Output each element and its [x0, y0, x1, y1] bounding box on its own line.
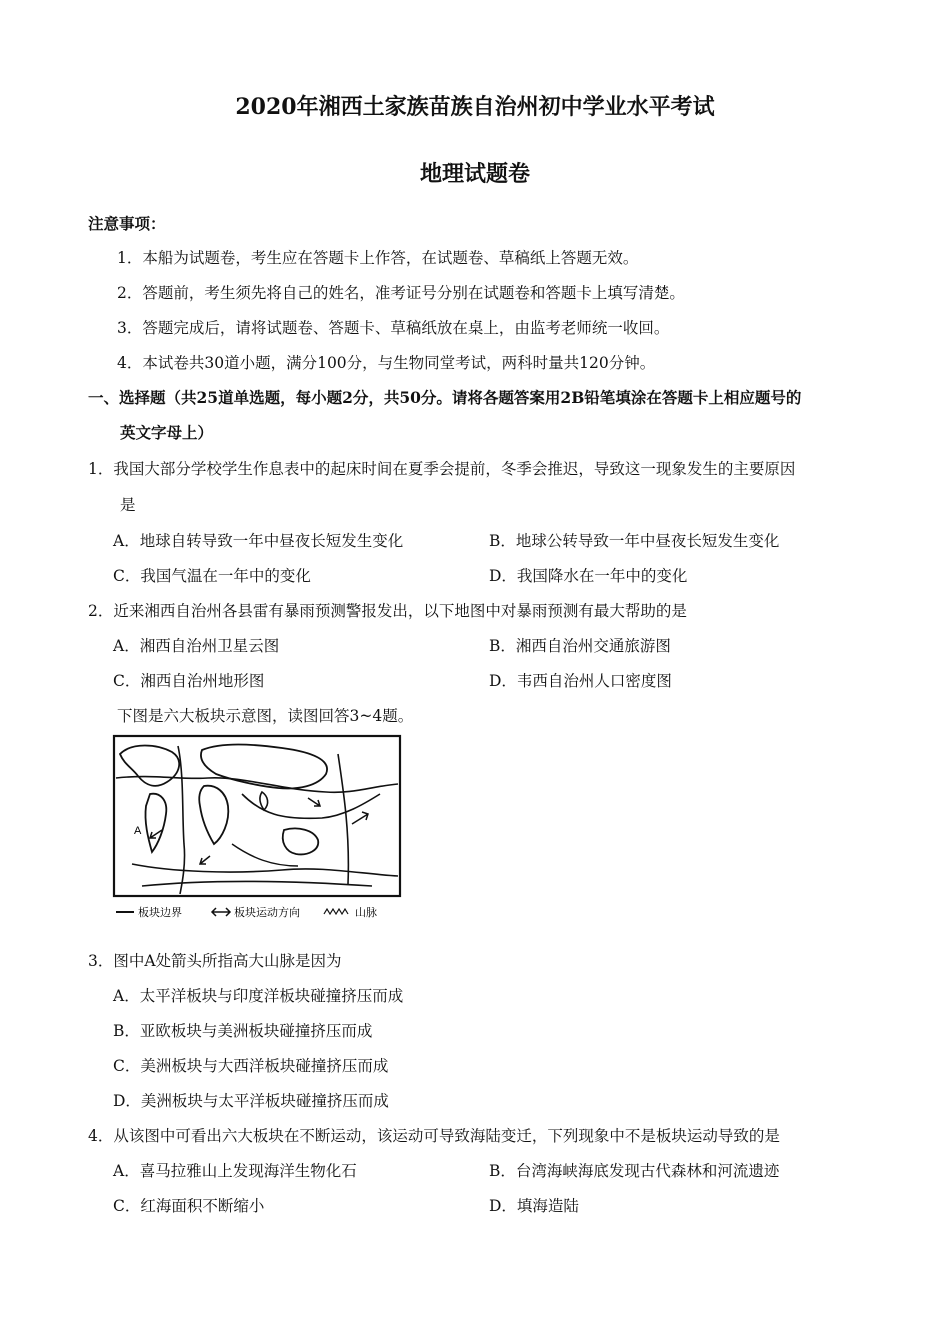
plate-map	[112, 734, 402, 924]
q1-stem: 1．我国大部分学校学生作息表中的起床时间在夏季会提前，冬季会推迟，导致这一现象发生的主要原因	[88, 460, 796, 478]
q2-option-a: A．湘西自治州卫星云图	[113, 637, 280, 655]
q3-option-b: B．亚欧板块与美洲板块碰撞挤压而成	[113, 1022, 373, 1040]
q2-option-c: C．湘西自治州地形图	[113, 672, 265, 690]
q4-option-d: D．填海造陆	[489, 1197, 579, 1215]
q3-option-c: C．美洲板块与大西洋板块碰撞挤压而成	[113, 1057, 389, 1075]
notice-item: 2．答题前，考生须先将自己的姓名，准考证号分别在试题卷和答题卡上填写清楚。	[117, 284, 685, 302]
q2-option-d: D．韦西自治州人口密度图	[489, 672, 672, 690]
section-heading: 一、选择题（共25道单选题，每小题2分，共50分。请将各题答案用2B铅笔填涂在答题卡上相应题号的	[88, 388, 802, 407]
q1-stem-cont: 是	[120, 496, 136, 514]
q3-option-d: D．美洲板块与太平洋板块碰撞挤压而成	[113, 1092, 389, 1110]
legend-mountain-symbol	[324, 909, 348, 914]
q4-stem: 4．从该图中可看出六大板块在不断运动，该运动可导致海陆变迁，下列现象中不是板块运动导致的是	[88, 1127, 780, 1145]
q3-option-a: A．太平洋板块与印度洋板块碰撞挤压而成	[113, 987, 404, 1005]
q2-stem: 2．近来湘西自治州各县雷有暴雨预测警报发出，以下地图中对暴雨预测有最大帮助的是	[88, 602, 687, 620]
page-subtitle: 地理试题卷	[419, 161, 530, 187]
q2-option-b: B．湘西自治州交通旅游图	[489, 637, 671, 655]
q1-option-c: C．我国气温在一年中的变化	[113, 567, 311, 585]
legend-mountain-label: 山脉	[355, 906, 377, 919]
legend-boundary-label: 板块边界	[138, 906, 182, 919]
label-a: A	[134, 825, 142, 837]
legend-direction-label: 板块运动方向	[234, 906, 300, 919]
q4-option-b: B．台湾海峡海底发现古代森林和河流遗迹	[489, 1162, 780, 1180]
notice-item: 4．本试卷共30道小题，满分100分，与生物同堂考试，两科时量共120分钟。	[117, 354, 656, 372]
notice-item: 1．本船为试题卷，考生应在答题卡上作答，在试题卷、草稿纸上答题无效。	[117, 249, 639, 267]
q1-option-b: B．地球公转导致一年中昼夜长短发生变化	[489, 532, 780, 550]
q1-option-a: A．地球自转导致一年中昼夜长短发生变化	[113, 532, 404, 550]
legend-direction-arrow	[212, 908, 230, 916]
page-title: 2020年湘西土家族苗族自治州初中学业水平考试	[235, 94, 715, 120]
notice-heading: 注意事项：	[88, 214, 166, 233]
q3-stem: 3．图中A处箭头所指高大山脉是因为	[88, 952, 342, 970]
notice-item: 3．答题完成后，请将试题卷、答题卡、草稿纸放在桌上，由监考老师统一收回。	[117, 319, 670, 337]
plate-map-figure	[112, 734, 402, 924]
q4-option-c: C．红海面积不断缩小	[113, 1197, 265, 1215]
q1-option-d: D．我国降水在一年中的变化	[489, 567, 688, 585]
q4-option-a: A．喜马拉雅山上发现海洋生物化石	[113, 1162, 357, 1180]
section-heading-cont: 英文字母上）	[120, 423, 214, 442]
map-intro: 下图是六大板块示意图，读图回答3~4题。	[117, 707, 414, 725]
